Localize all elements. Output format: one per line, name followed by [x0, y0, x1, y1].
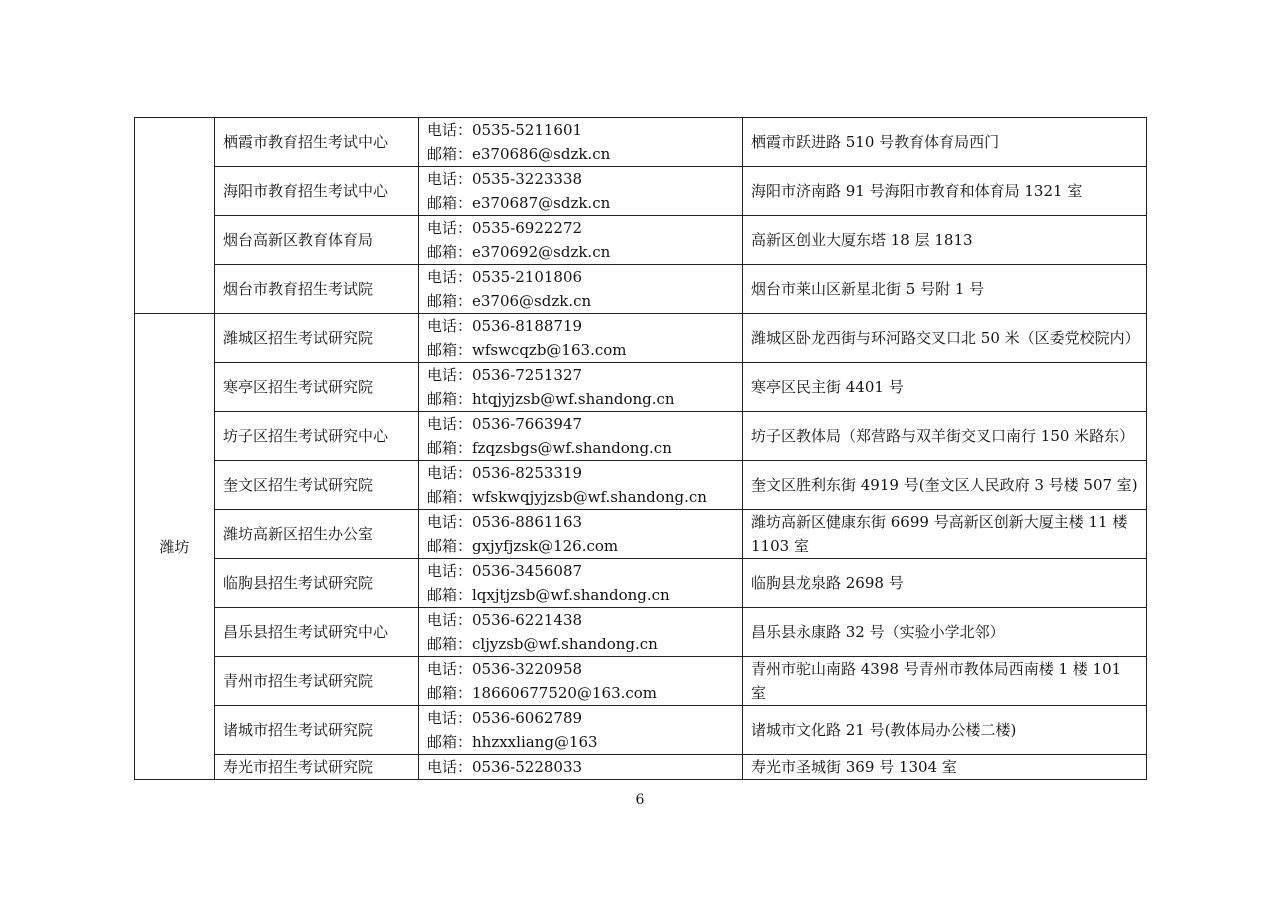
- phone-text: 电话：0536-3456087: [427, 562, 583, 580]
- phone-text: 电话：0536-3220958: [427, 660, 583, 678]
- address-text: 青州市驼山南路 4398 号青州市教体局西南楼 1 楼 101 室: [743, 657, 1147, 706]
- email-text: 邮箱：cljyzsb@wf.shandong.cn: [427, 635, 658, 653]
- institution-name: 潍城区招生考试研究院: [215, 314, 419, 363]
- email-text: 邮箱：wfswcqzb@163.com: [427, 341, 627, 359]
- contact-cell: [419, 363, 743, 412]
- institution-name: 寿光市招生考试研究院: [215, 755, 419, 780]
- email-text: 邮箱：e370687@sdzk.cn: [427, 194, 611, 212]
- contact-cell: [419, 118, 743, 167]
- institution-name: 烟台市教育招生考试院: [215, 265, 419, 314]
- contact-cell: [419, 412, 743, 461]
- table-row: [135, 608, 1147, 657]
- institution-name: 潍坊高新区招生办公室: [215, 510, 419, 559]
- table-row: [135, 559, 1147, 608]
- institution-name: 昌乐县招生考试研究中心: [215, 608, 419, 657]
- email-text: 邮箱：fzqzsbgs@wf.shandong.cn: [427, 439, 672, 457]
- contact-cell: [419, 314, 743, 363]
- address-text: 高新区创业大厦东塔 18 层 1813: [743, 216, 1147, 265]
- institution-name: 奎文区招生考试研究院: [215, 461, 419, 510]
- address-text: 海阳市济南路 91 号海阳市教育和体育局 1321 室: [743, 167, 1147, 216]
- table-row: [135, 412, 1147, 461]
- address-text: 潍坊高新区健康东街 6699 号高新区创新大厦主楼 11 楼 1103 室: [743, 510, 1147, 559]
- contact-cell: [419, 559, 743, 608]
- phone-text: 电话：0535-2101806: [427, 268, 583, 286]
- contact-cell: [419, 657, 743, 706]
- institution-name: 海阳市教育招生考试中心: [215, 167, 419, 216]
- email-text: 邮箱：lqxjtjzsb@wf.shandong.cn: [427, 586, 670, 604]
- contacts-table: [134, 117, 1147, 780]
- institution-name: 寒亭区招生考试研究院: [215, 363, 419, 412]
- address-text: 诸城市文化路 21 号(教体局办公楼二楼): [743, 706, 1147, 755]
- region-cell: [135, 118, 215, 314]
- phone-text: 电话：0536-7251327: [427, 366, 583, 384]
- address-text: 坊子区教体局（郑营路与双羊街交叉口南行 150 米路东）: [743, 412, 1147, 461]
- address-text: 寿光市圣城街 369 号 1304 室: [743, 755, 1147, 780]
- phone-text: 电话：0536-6221438: [427, 611, 583, 629]
- email-text: 邮箱：e370686@sdzk.cn: [427, 145, 611, 163]
- table-row: [135, 167, 1147, 216]
- address-text: 昌乐县永康路 32 号（实验小学北邻）: [743, 608, 1147, 657]
- phone-text: 电话：0536-5228033: [427, 758, 583, 776]
- table-row: [135, 461, 1147, 510]
- table-row: [135, 755, 1147, 780]
- table-row: [135, 657, 1147, 706]
- contact-cell: [419, 461, 743, 510]
- phone-text: 电话：0535-6922272: [427, 219, 583, 237]
- institution-name: 临朐县招生考试研究院: [215, 559, 419, 608]
- table-row: [135, 118, 1147, 167]
- contact-cell: [419, 216, 743, 265]
- table-row: [135, 314, 1147, 363]
- address-text: 临朐县龙泉路 2698 号: [743, 559, 1147, 608]
- phone-text: 电话：0536-7663947: [427, 415, 583, 433]
- table-row: [135, 363, 1147, 412]
- email-text: 邮箱：hhzxxliang@163: [427, 733, 598, 751]
- email-text: 邮箱：18660677520@163.com: [427, 684, 658, 702]
- address-text: 寒亭区民主街 4401 号: [743, 363, 1147, 412]
- address-text: 潍城区卧龙西街与环河路交叉口北 50 米（区委党校院内）: [743, 314, 1147, 363]
- institution-name: 青州市招生考试研究院: [215, 657, 419, 706]
- page-number: 6: [635, 792, 645, 808]
- phone-text: 电话：0536-6062789: [427, 709, 583, 727]
- email-text: 邮箱：e370692@sdzk.cn: [427, 243, 611, 261]
- phone-text: 电话：0535-3223338: [427, 170, 583, 188]
- phone-text: 电话：0536-8253319: [427, 464, 583, 482]
- table-row: [135, 265, 1147, 314]
- email-text: 邮箱：wfskwqjyjzsb@wf.shandong.cn: [427, 488, 707, 506]
- table-row: [135, 216, 1147, 265]
- address-text: 奎文区胜利东街 4919 号(奎文区人民政府 3 号楼 507 室): [743, 461, 1147, 510]
- address-text: 栖霞市跃进路 510 号教育体育局西门: [743, 118, 1147, 167]
- phone-text: 电话：0536-8188719: [427, 317, 583, 335]
- institution-name: 诸城市招生考试研究院: [215, 706, 419, 755]
- email-text: 邮箱：gxjyfjzsk@126.com: [427, 537, 619, 555]
- contact-cell: [419, 608, 743, 657]
- region-cell: 潍坊: [135, 314, 215, 780]
- contact-cell: [419, 755, 743, 780]
- contact-cell: [419, 167, 743, 216]
- contact-cell: [419, 706, 743, 755]
- institution-name: 烟台高新区教育体育局: [215, 216, 419, 265]
- institution-name: 栖霞市教育招生考试中心: [215, 118, 419, 167]
- institution-name: 坊子区招生考试研究中心: [215, 412, 419, 461]
- email-text: 邮箱：e3706@sdzk.cn: [427, 292, 592, 310]
- contact-cell: [419, 510, 743, 559]
- email-text: 邮箱：htqjyjzsb@wf.shandong.cn: [427, 390, 675, 408]
- phone-text: 电话：0536-8861163: [427, 513, 583, 531]
- contact-cell: [419, 265, 743, 314]
- address-text: 烟台市莱山区新星北街 5 号附 1 号: [743, 265, 1147, 314]
- table-row: [135, 510, 1147, 559]
- table-row: [135, 706, 1147, 755]
- phone-text: 电话：0535-5211601: [427, 121, 583, 139]
